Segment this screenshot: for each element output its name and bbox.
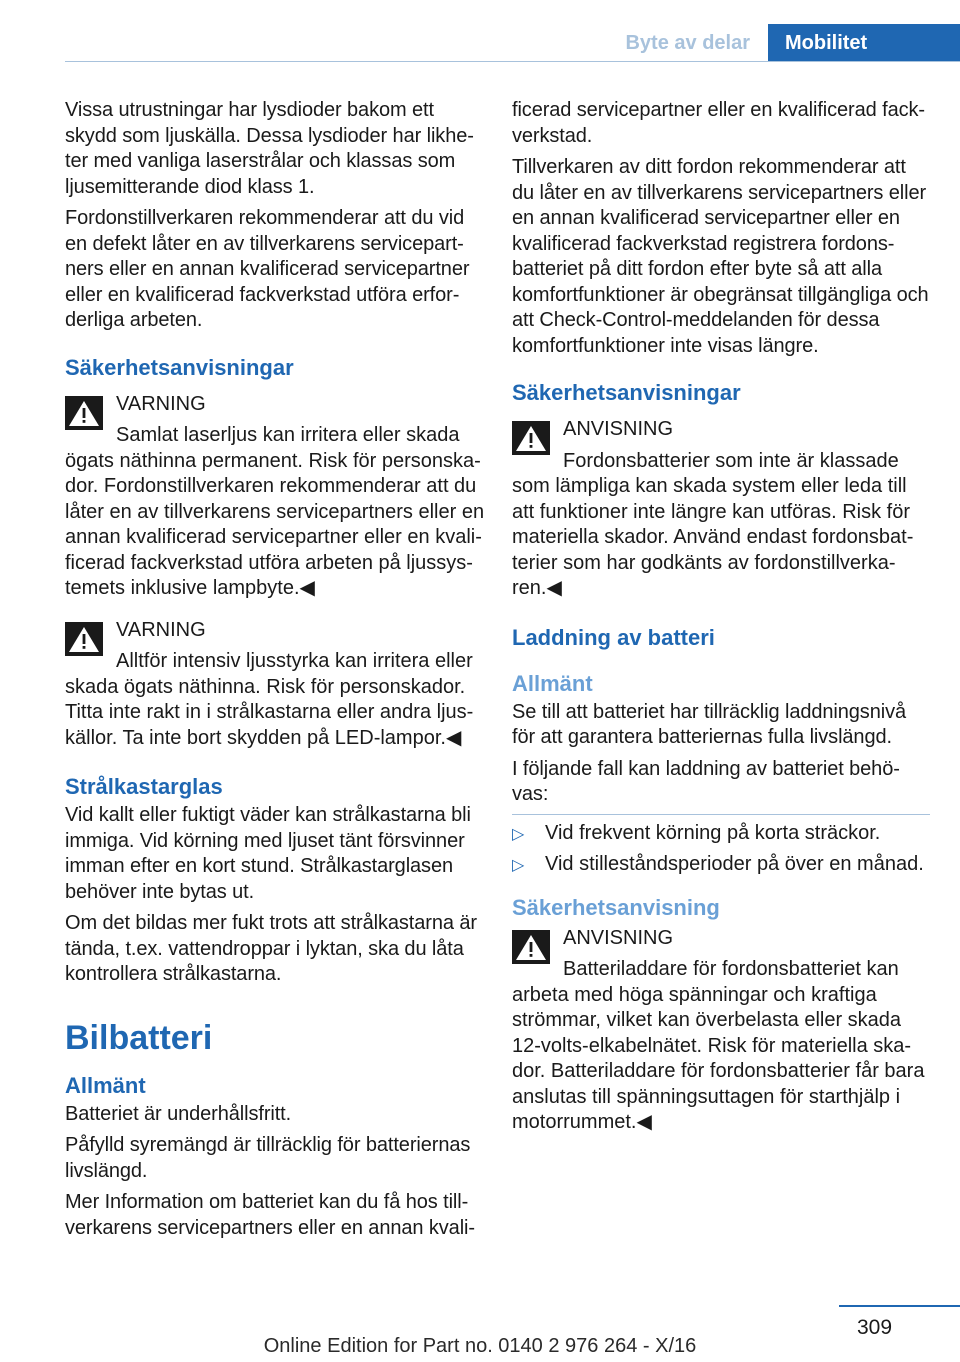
list-item bbox=[512, 852, 930, 878]
right-column bbox=[512, 98, 930, 1152]
paragraph: Om det bildas mer fukt trots att strålkastarna är tända, t.ex. vattendroppar i lyktan, ska du låta kontrollera strålkastarna. bbox=[65, 912, 477, 985]
warning-notice bbox=[65, 392, 485, 602]
paragraph: Se till att batteriet har tillräcklig laddningsnivå för att garantera batteriernas fulla livslängd. bbox=[512, 700, 906, 748]
footer-edition: Online Edition for Part no. 0140 2 976 264 - X/16 bbox=[263, 1335, 697, 1357]
page-number: 309 bbox=[857, 1316, 893, 1339]
notice-text: Samlat laserljus kan irritera eller skada bbox=[116, 424, 460, 446]
notice-text: Batteriladdare för fordonsbatteriet kan bbox=[563, 958, 899, 980]
triangle-bullet-icon: ▷ bbox=[512, 825, 525, 843]
section-heading: Säkerhetsanvisningar bbox=[512, 380, 741, 405]
paragraph: Batteriet är underhållsfritt. bbox=[65, 1102, 292, 1125]
bullet-list bbox=[512, 821, 930, 878]
notice-label: ANVISNING bbox=[563, 418, 674, 440]
paragraph: Mer Information om batteriet kan du få hos till-verkarens servicepartners eller en annan kvali- bbox=[65, 1191, 475, 1239]
warning-notice bbox=[65, 618, 485, 752]
chapter-heading: Bilbatteri bbox=[65, 1018, 213, 1057]
notice-label: ANVISNING bbox=[563, 926, 674, 949]
notice-text: skada ögats näthinna. Risk för personskador. Titta inte rakt in i strålkastarna eller andra ljus-källor. Ta inte bort skydden på LED-lampor.◀ bbox=[65, 675, 474, 749]
warning-triangle-icon bbox=[65, 396, 103, 430]
notice-label: VARNING bbox=[116, 392, 206, 415]
paragraph: Tillverkaren av ditt fordon rekommenderar att du låter en av tillverkarens servicepartners eller en annan kvalificerad servicepartner eller en kvalificerad fackverkstad registrera fordons-batteriet på ditt fordon efter byte så att alla komfortfunktioner är obegränsat tillgängliga och att Check-Control-meddelanden för dessa komfortfunktioner inte visas längre. bbox=[512, 156, 929, 357]
notice-text: som lämpliga kan skada system eller leda till att funktioner inte längre kan utföras. Risk för materiella skador. Använd endast fordonsbat-terier som har godkänts av fordonstillverka-ren.◀ bbox=[512, 475, 914, 599]
section-heading: Laddning av batteri bbox=[512, 624, 715, 650]
warning-triangle-icon bbox=[65, 622, 103, 656]
list-item bbox=[512, 821, 930, 847]
notice-text: Alltför intensiv ljusstyrka kan irritera eller bbox=[116, 650, 473, 672]
paragraph: Fordonstillverkaren rekommenderar att du vid en defekt låter en av tillverkarens servicepart-ners eller en annan kvalificerad servicepartner eller en kvalificerad fackverkstad utföra erfor-derliga arbeten. bbox=[65, 207, 470, 331]
paragraph: Påfylld syremängd är tillräcklig för batteriernas livslängd. bbox=[65, 1134, 471, 1182]
left-column bbox=[65, 98, 485, 1247]
footer-divider bbox=[839, 1305, 960, 1307]
list-divider bbox=[512, 814, 930, 815]
paragraph: Vid kallt eller fuktigt väder kan strålkastarna bli immiga. Vid körning med ljuset tänt försvinner imman efter en kort stund. Strålkastarglasen behöver inte bytas ut. bbox=[65, 804, 471, 903]
header-divider bbox=[65, 61, 960, 62]
warning-triangle-icon bbox=[512, 930, 550, 964]
warning-triangle-icon bbox=[512, 421, 550, 455]
header-tabs bbox=[609, 24, 960, 62]
advice-notice bbox=[512, 926, 930, 1136]
advice-notice bbox=[512, 417, 930, 602]
section-heading: Allmänt bbox=[65, 1072, 146, 1098]
paragraph: ficerad servicepartner eller en kvalificerad fack-verkstad. bbox=[512, 99, 925, 147]
list-item-text: Vid stilleståndsperioder på över en månad. bbox=[545, 853, 924, 875]
tab-chapter: Mobilitet bbox=[768, 24, 960, 62]
notice-text: ögats näthinna permanent. Risk för personska-dor. Fordonstillverkaren rekommenderar att du låter en av tillverkarens servicepartners eller en annan kvalificerad servicepartner eller en kvali-ficerad fackverkstad utföra arbeten på ljussys-temets inklusive lampbyte.◀ bbox=[65, 449, 485, 599]
paragraph: Vissa utrustningar har lysdioder bakom ett skydd som ljuskälla. Dessa lysdioder har likhe-ter med vanliga laserstrålar och klassas som ljusemitterande diod klass 1. bbox=[65, 99, 474, 198]
tab-section: Byte av delar bbox=[609, 24, 768, 62]
notice-label: VARNING bbox=[116, 618, 206, 641]
list-item-text: Vid frekvent körning på korta sträckor. bbox=[545, 821, 881, 844]
triangle-bullet-icon: ▷ bbox=[512, 857, 525, 874]
section-heading: Säkerhetsanvisningar bbox=[65, 354, 294, 380]
notice-text: arbeta med höga spänningar och kraftiga strömmar, vilket kan överbelasta eller skada 12-volts-elkabelnätet. Risk för materiella ska-dor. Batteriladdare för fordonsbatterier får bara anslutas till spänningsuttagen för starthjälp i motorrummet.◀ bbox=[512, 983, 925, 1133]
subsection-heading: Allmänt bbox=[512, 670, 593, 696]
section-heading: Strålkastarglas bbox=[65, 774, 223, 799]
subsection-heading: Säkerhetsanvisning bbox=[512, 894, 720, 920]
notice-text: Fordonsbatterier som inte är klassade bbox=[563, 449, 899, 472]
paragraph: I följande fall kan laddning av batteriet behö-vas: bbox=[512, 757, 900, 805]
